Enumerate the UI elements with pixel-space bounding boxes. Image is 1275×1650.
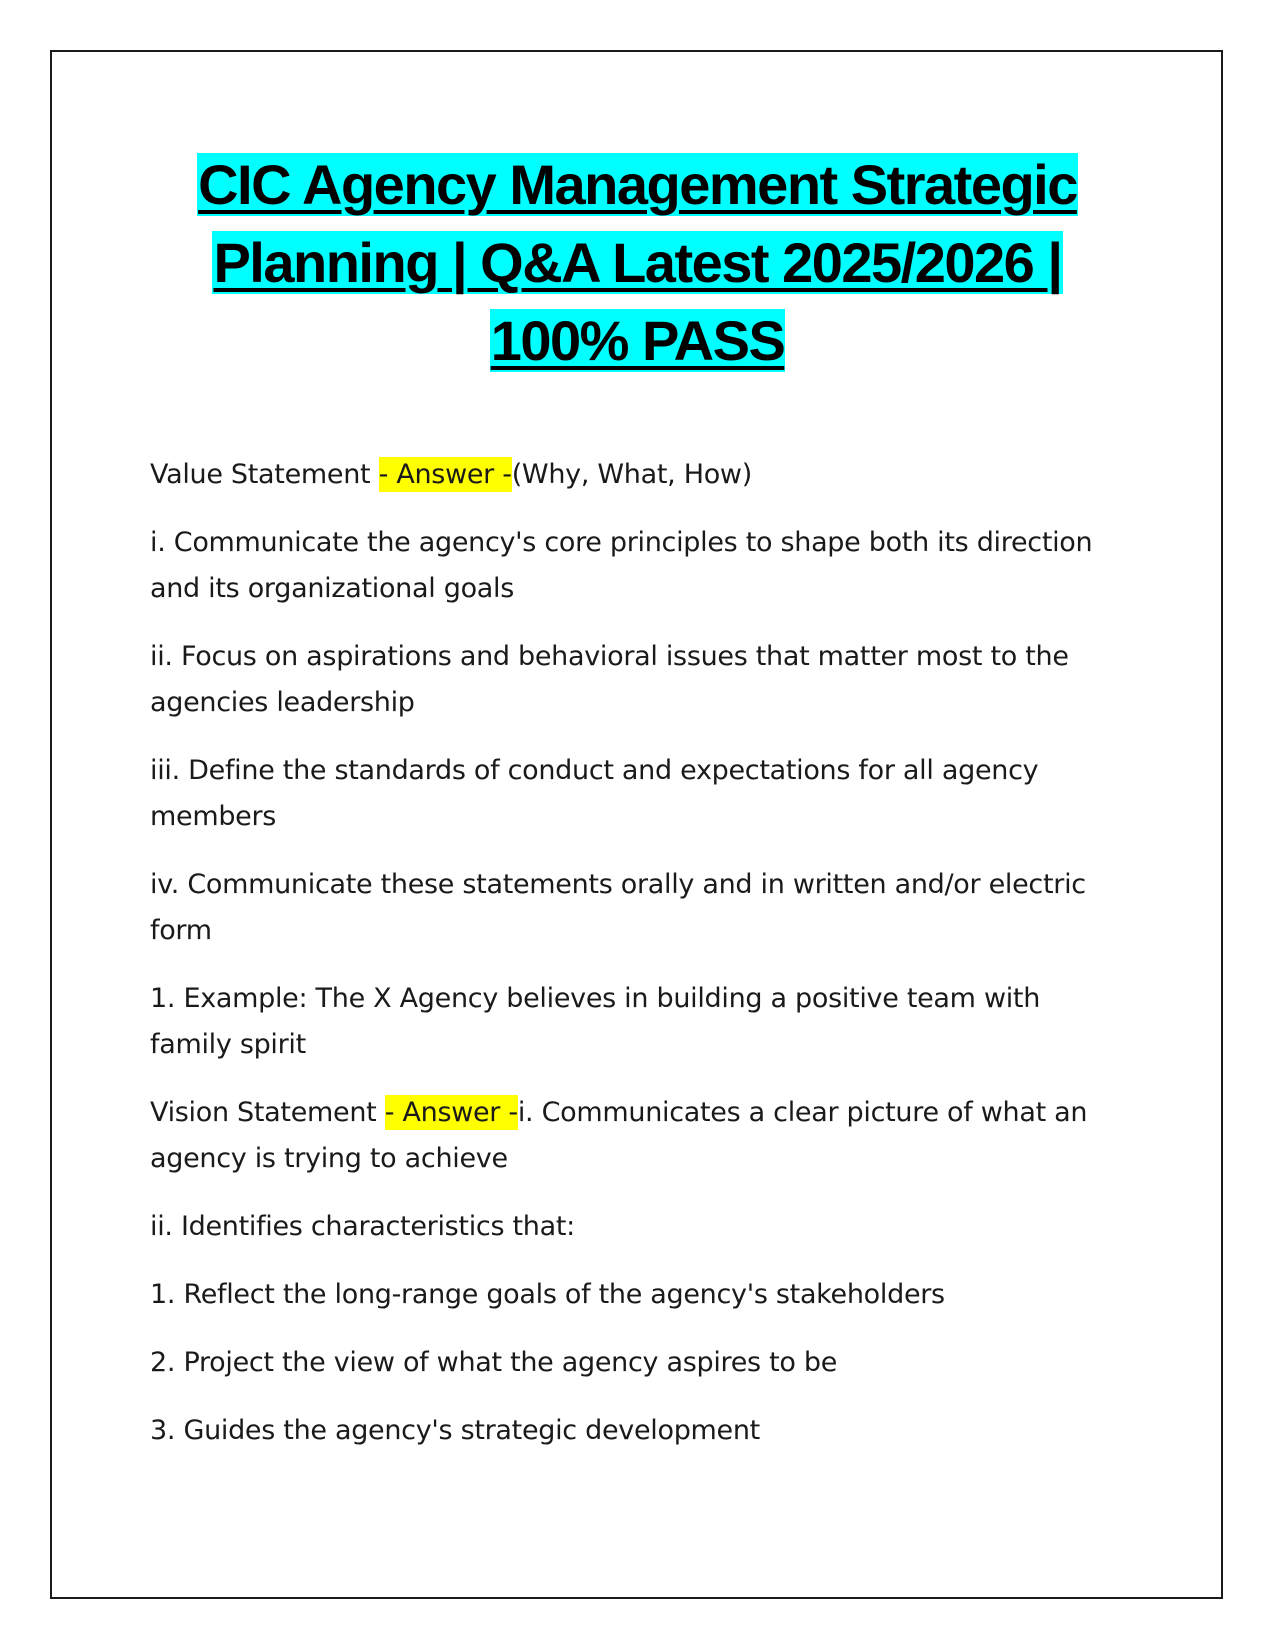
question-label: Vision Statement	[150, 1097, 385, 1128]
answer-item: 1. Reflect the long-range goals of the agency's stakeholders	[150, 1279, 945, 1310]
answer-marker: - Answer -	[384, 1097, 518, 1128]
answer-item: 1. Example: The X Agency believes in building a positive team with family spirit	[150, 983, 1041, 1060]
answer-item: 3. Guides the agency's strategic development	[150, 1415, 760, 1446]
answer-item: iv. Communicate these statements orally and in written and/or electric form	[150, 869, 1086, 946]
answer-item: i. Communicate the agency's core principles to shape both its direction and its organizational goals	[150, 527, 1093, 604]
title-line-1: CIC Agency Management Strategic	[198, 153, 1077, 216]
vision-statement-question	[150, 1090, 1125, 1182]
document-body	[150, 452, 1125, 1454]
answer-text: i. Communicates a clear picture of what an agency is trying to achieve	[150, 1097, 1088, 1174]
answer-text: (Why, What, How)	[511, 459, 752, 490]
title-line-2: Planning | Q&A Latest 2025/2026 |	[213, 231, 1062, 294]
value-statement-question	[150, 452, 1125, 498]
answer-item: ii. Identifies characteristics that:	[150, 1211, 575, 1242]
answer-marker: - Answer -	[378, 459, 512, 490]
question-label: Value Statement	[150, 459, 379, 490]
title-line-3: 100% PASS	[490, 309, 785, 372]
answer-item: ii. Focus on aspirations and behavioral issues that matter most to the agencies leadership	[150, 641, 1069, 718]
answer-item: iii. Define the standards of conduct and expectations for all agency members	[150, 755, 1039, 832]
document-title	[100, 146, 1175, 380]
answer-item: 2. Project the view of what the agency aspires to be	[150, 1347, 838, 1378]
